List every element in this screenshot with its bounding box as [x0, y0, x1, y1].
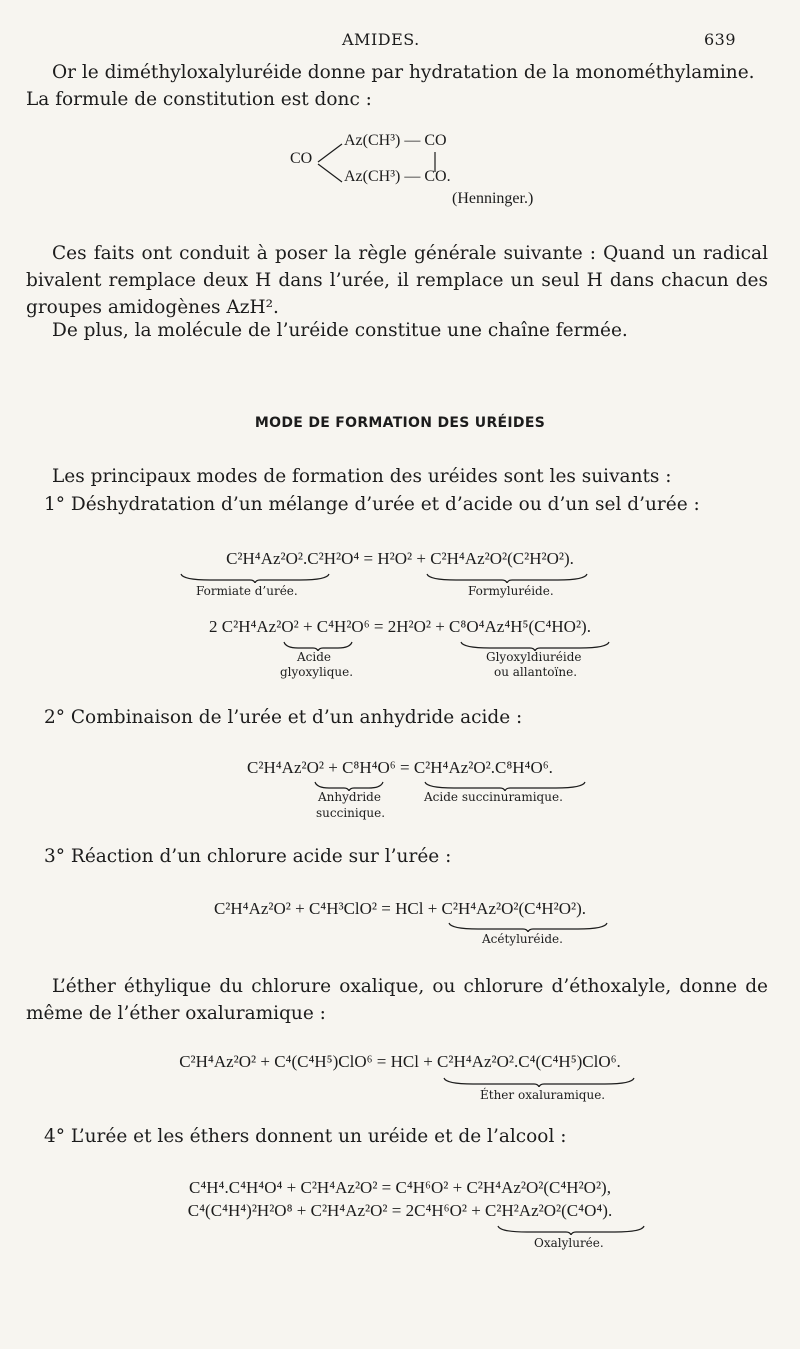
- mode4-equation-1: C⁴H⁴.C⁴H⁴O⁴ + C²H⁴Az²O² = C⁴H⁶O² + C²H⁴Az²O²(C⁴H²O²),: [189, 1178, 611, 1197]
- brace-formiate: [180, 573, 330, 583]
- mode4-equation-2: C⁴(C⁴H⁴)²H²O⁸ + C²H⁴Az²O² = 2C⁴H⁶O² + C²H²Az²O²(C⁴O⁴).: [187, 1201, 613, 1220]
- ether-equation: C²H⁴Az²O² + C⁴(C⁴H⁵)ClO⁶ = HCl + C²H⁴Az²O².C⁴(C⁴H⁵)ClO⁶.: [179, 1052, 621, 1071]
- label-formyluride: Formyluréide.: [468, 584, 554, 598]
- label-oxalyluree: Oxalylurée.: [534, 1236, 604, 1250]
- formula-bottom-chain: Az(CH³) — CO.: [344, 168, 451, 185]
- modes-intro: Les principaux modes de formation des uréides sont les suivants :: [52, 466, 672, 487]
- label-glyoxyldiureide: Glyoxyldiuréide: [486, 650, 582, 664]
- label-formiate: Formiate d’urée.: [196, 584, 298, 598]
- mode1-title: 1° Déshydratation d’un mélange d’urée et d’acide ou d’un sel d’urée :: [44, 494, 700, 515]
- mode3-equation: C²H⁴Az²O² + C⁴H³ClO² = HCl + C²H⁴Az²O²(C⁴H²O²).: [213, 899, 587, 918]
- mode1-equation-2: 2 C²H⁴Az²O² + C⁴H²O⁶ = 2H²O² + C⁸O⁴Az⁴H⁵(C⁴HO²).: [209, 617, 591, 636]
- label-ether-oxaluramique: Éther oxaluramique.: [480, 1088, 606, 1102]
- closed-chain-sentence: De plus, la molécule de l’uréide constitue une chaîne fermée.: [52, 320, 628, 341]
- ether-paragraph: L’éther éthylique du chlorure oxalique, ou chlorure d’éthoxalyle, donne de même de l’éther oxaluramique :: [26, 976, 768, 1024]
- label-succinique: succinique.: [316, 806, 386, 820]
- formula-bonds: [316, 138, 346, 188]
- label-allantoine: ou allantoïne.: [494, 665, 578, 679]
- mode2-title: 2° Combinaison de l’urée et d’un anhydride acide :: [44, 707, 523, 728]
- brace-oxaluramique: [443, 1077, 635, 1087]
- formula-attribution: (Henninger.): [452, 190, 534, 207]
- label-anhydride: Anhydride: [318, 790, 381, 804]
- formula-co: CO: [290, 150, 313, 167]
- label-acetylureide: Acétyluréide.: [482, 932, 563, 946]
- rule-paragraph: Ces faits ont conduit à poser la règle générale suivante : Quand un radical bivalent remplace deux H dans l’urée, il remplace un seul H dans chacun des groupes amidogènes AzH².: [26, 243, 768, 318]
- label-acide: Acide: [297, 650, 332, 664]
- mode4-title: 4° L’urée et les éthers donnent un uréide et de l’alcool :: [44, 1126, 567, 1147]
- mode3-title: 3° Réaction d’un chlorure acide sur l’urée :: [44, 846, 452, 867]
- label-glyoxylique: glyoxylique.: [280, 665, 354, 679]
- label-succinuramique: Acide succinuramique.: [424, 790, 563, 804]
- page-number: 639: [704, 30, 737, 49]
- brace-oxalyluree: [497, 1225, 645, 1235]
- brace-acetylureide: [448, 922, 608, 932]
- intro-line-1: Or le diméthyloxalyluréide donne par hydratation de la monométhylamine.: [52, 62, 755, 83]
- mode2-equation: C²H⁴Az²O² + C⁸H⁴O⁶ = C²H⁴Az²O².C⁸H⁴O⁶.: [247, 758, 553, 777]
- formula-top-chain: Az(CH³) — CO: [344, 132, 447, 149]
- running-header: AMIDES.: [342, 30, 420, 49]
- section-heading: MODE DE FORMATION DES URÉIDES: [254, 415, 546, 431]
- brace-formyluride: [426, 573, 588, 583]
- intro-line-2: La formule de constitution est donc :: [26, 89, 372, 110]
- mode1-equation-1: C²H⁴Az²O².C²H²O⁴ = H²O² + C²H⁴Az²O²(C²H²O²).: [226, 549, 574, 568]
